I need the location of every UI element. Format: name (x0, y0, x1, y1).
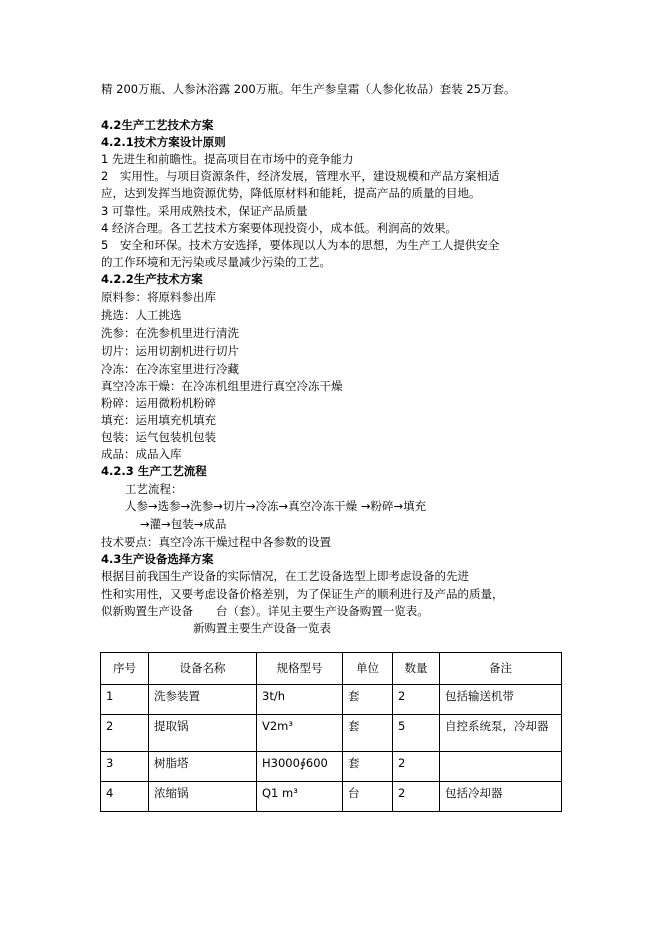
process-step: 洗参：在洗参机里进行清洗 (101, 326, 239, 340)
section-4-3-heading: 4.3生产设备选择方案 (101, 552, 214, 566)
process-step: 真空冷冻干燥：在冷冻机组里进行真空冷冻干燥 (101, 379, 343, 393)
section-4-2-2-heading: 4.2.2生产技术方案 (101, 272, 203, 286)
table-cell (440, 752, 562, 782)
table-cell: 2 (393, 782, 440, 812)
table-cell: 3t/h (257, 685, 343, 715)
table-row (101, 715, 562, 752)
section-4-2-heading: 4.2生产工艺技术方案 (101, 118, 214, 132)
process-step: 冷冻：在冷冻室里进行冷藏 (101, 362, 239, 376)
table-header-cell: 数量 (393, 653, 440, 685)
table-header-cell: 规格型号 (257, 653, 343, 685)
flow-label: 工艺流程： (125, 482, 183, 496)
table-header-row (101, 653, 562, 685)
principle-line: 5 安全和环保。技术方安选择，要体现以人为本的思想，为生产工人提供安全 (101, 238, 500, 252)
table-cell: 提取锅 (149, 715, 257, 752)
principle-line: 4 经济合理。各工艺技术方案要体现投资小，成本低。利润高的效果。 (101, 221, 457, 235)
table-cell: Q1 m³ (257, 782, 343, 812)
section-4-2-1-heading: 4.2.1技术方案设计原则 (101, 135, 226, 149)
table-header-cell: 单位 (343, 653, 393, 685)
table-cell: 自控系统泵，冷却器 (440, 715, 562, 752)
table-cell: 套 (343, 715, 393, 752)
table-cell: H3000∮600 (257, 752, 343, 782)
table-header-cell: 设备名称 (149, 653, 257, 685)
table-cell: 洗参装置 (149, 685, 257, 715)
process-step: 填充：运用填充机填充 (101, 413, 216, 427)
table-cell: 1 (101, 685, 149, 715)
table-cell: 2 (101, 715, 149, 752)
table-cell: 3 (101, 752, 149, 782)
principle-line: 1 先进生和前瞻性。提高项目在市场中的竞争能力 (101, 152, 354, 166)
flow-line: 人参→选参→洗参→切片→冷冻→真空冷冻干燥 →粉碎→填充 (125, 499, 427, 513)
body-line: 性和实用性，又要考虑设备价格差别，为了保证生产的顺利进行及产品的质量， (101, 587, 504, 601)
table-cell: 2 (393, 752, 440, 782)
table-cell: 4 (101, 782, 149, 812)
table-title: 新购置主要生产设备一览表 (193, 621, 331, 635)
key-point: 技术要点：真空冷冻干燥过程中各参数的设置 (101, 535, 331, 549)
table-row (101, 685, 562, 715)
equipment-table (100, 652, 562, 812)
flow-line: →灌→包装→成品 (140, 517, 227, 531)
table-cell: 套 (343, 685, 393, 715)
table-cell: 2 (393, 685, 440, 715)
table-row (101, 782, 562, 812)
table-cell: 5 (393, 715, 440, 752)
principle-line: 2 实用性。与项目资源条件，经济发展，管理水平，建设规模和产品方案相适 (101, 169, 500, 183)
process-step: 挑选：人工挑选 (101, 308, 182, 322)
process-step: 原料参：将原料参出库 (101, 290, 216, 304)
table-cell: 浓缩锅 (149, 782, 257, 812)
principle-line: 3 可靠性。采用成熟技术，保证产品质量 (101, 204, 308, 218)
table-row (101, 752, 562, 782)
principle-line: 的工作环境和无污染或尽量减少污染的工艺。 (101, 255, 331, 269)
process-step: 成品：成品入库 (101, 447, 182, 461)
table-header-cell: 序号 (101, 653, 149, 685)
table-header-cell: 备注 (440, 653, 562, 685)
process-step: 切片：运用切割机进行切片 (101, 344, 239, 358)
body-line: 似新购置生产设备 台（套）。详见主要生产设备购置一览表。 (101, 604, 429, 618)
process-step: 粉碎：运用微粉机粉碎 (101, 396, 216, 410)
table-cell: 包括冷却器 (440, 782, 562, 812)
table-cell: 树脂塔 (149, 752, 257, 782)
intro-line: 精 200万瓶、人参沐浴露 200万瓶。年生产参皇霜（人参化妆品）套装 25万套。 (101, 82, 516, 96)
principle-line: 应，达到发挥当地资源优势，降低原材料和能耗，提高产品的质量的目地。 (101, 186, 481, 200)
process-step: 包装：运气包装机包装 (101, 430, 216, 444)
table-cell: 套 (343, 752, 393, 782)
body-line: 根据目前我国生产设备的实际情况，在工艺设备选型上即考虑设备的先进 (101, 569, 469, 583)
section-4-2-3-heading: 4.2.3 生产工艺流程 (101, 464, 207, 478)
table-cell: 包括输送机带 (440, 685, 562, 715)
table-cell: 台 (343, 782, 393, 812)
table-cell: V2m³ (257, 715, 343, 752)
